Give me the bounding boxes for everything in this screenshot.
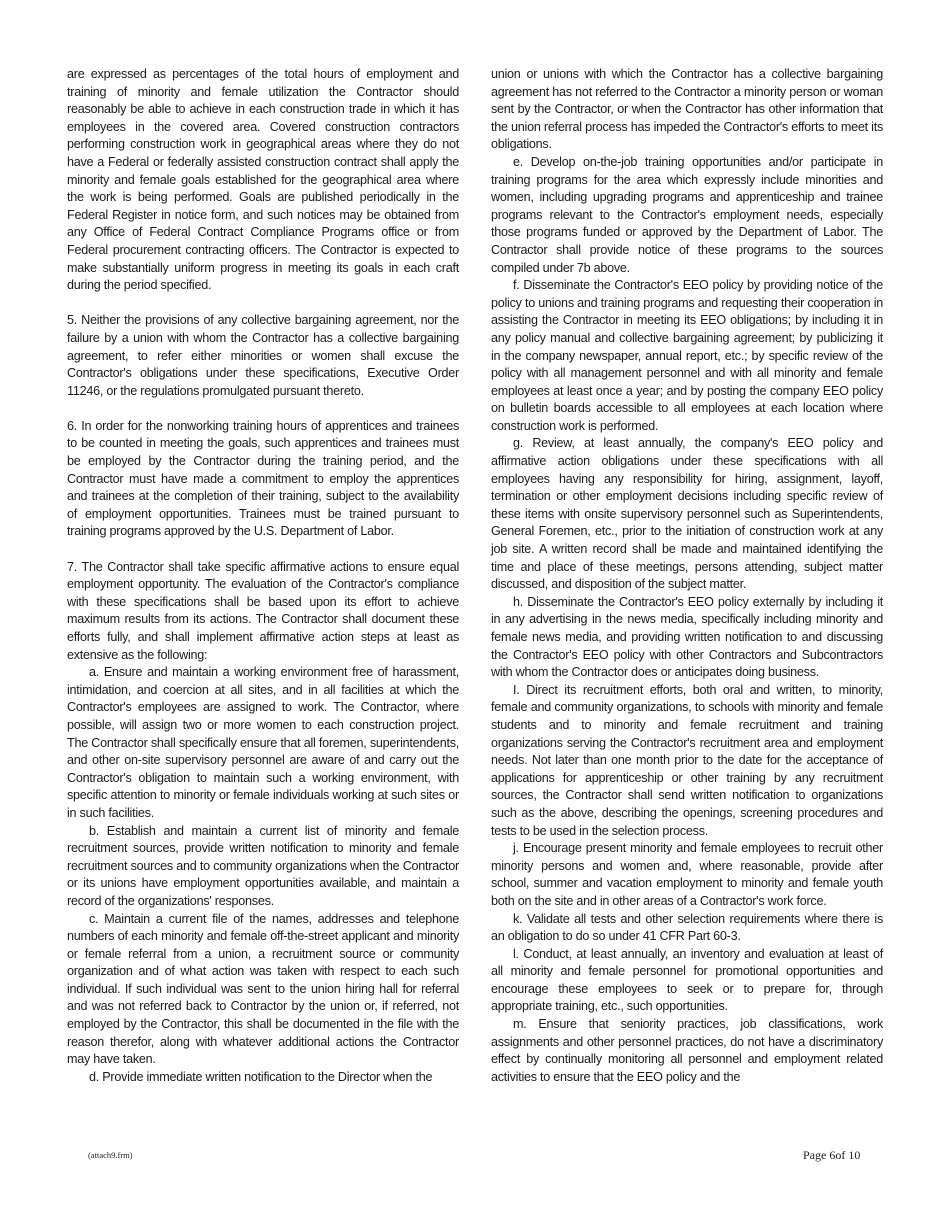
footer-page-number: Page 6of 10	[803, 1148, 861, 1162]
right-column	[491, 66, 883, 1086]
paragraph-7j: j. Encourage present minority and female employees to recruit other minority persons and women and, where reasonable, provide after school, summer and vacation employment to minority and female youth both on the site and in other areas of a Contractor's work force.	[491, 841, 883, 908]
paragraph-7i: I. Direct its recruitment efforts, both oral and written, to minority, female and community organizations, to schools with minority and female students and to minority and female recruitment and training organizations serving the Contractor's recruitment area and employment needs. Not later than one month prior to the date for the acceptance of applications for apprenticeship or other training by any recruitment sources, the Contractor shall send written notification to organizations such as the above, describing the openings, screening procedures and tests to be used in the selection process.	[491, 682, 883, 838]
paragraph-7c: c. Maintain a current file of the names, addresses and telephone numbers of each minority and female off-the-street applicant and minority or female referral from a union, a recruitment source or community organization and of what action was taken with respect to each such individual. If such individual was sent to the union hiring hall for referral and was not referred back to Contractor by the union or, if referred, not employed by the Contractor, this shall be documented in the file with the reason therefor, along with whatever additional actions the Contractor may have taken.	[67, 911, 459, 1067]
paragraph-7f: f. Disseminate the Contractor's EEO policy by providing notice of the policy to unions and training programs and requesting their cooperation in assisting the Contractor in meeting its EEO obligations; by including it in any policy manual and collective bargaining agreement; by publicizing it in the company newspaper, annual report, etc.; by specific review of the policy with all management personnel and with all minority and female employees at least once a year; and by posting the company EEO policy on bulletin boards accessible to all employees at each location where construction work is performed.	[491, 278, 883, 433]
paragraph-7k: k. Validate all tests and other selection requirements where there is an obligation to do so under 41 CFR Part 60-3.	[491, 911, 883, 944]
paragraph-7b: b. Establish and maintain a current list of minority and female recruitment sources, provide written notification to minority and female recruitment sources and to community organizations when the Contractor or its unions have employment opportunities available, and maintain a record of the organizations' responses.	[67, 823, 459, 908]
paragraph-6: 6. In order for the nonworking training hours of apprentices and trainees to be counted in meeting the goals, such apprentices and trainees must be employed by the Contractor during the training period, and the Contractor must have made a commitment to employ the apprentices and trainees at the completion of their training, subject to the availability of employment opportunities. Trainees must be trained pursuant to training programs approved by the U.S. Department of Labor.	[67, 418, 459, 539]
footer-file-name: (attach9.frm)	[88, 1150, 133, 1160]
left-column	[67, 66, 459, 1086]
paragraph-7e: e. Develop on-the-job training opportunities and/or participate in training programs for the area which expressly include minorities and women, including upgrading programs and apprenticeship and trainee programs relevant to the Contractor's employment needs, especially those programs funded or approved by the Department of Labor. The Contractor shall provide notice of these programs to the sources compiled under 7b above.	[491, 154, 883, 275]
paragraph-5: 5. Neither the provisions of any collective bargaining agreement, nor the failure by a union with whom the Contractor has a collective bargaining agreement, to refer either minorities or women shall excuse the Contractor's obligations under these specifications, Executive Order 11246, or the regulations promulgated pursuant thereto.	[67, 313, 459, 398]
paragraph-7d: d. Provide immediate written notification to the Director when the	[89, 1069, 433, 1084]
paragraph-7a: a. Ensure and maintain a working environment free of harassment, intimidation, and coercion at all sites, and in all facilities at which the Contractor's employees are assigned to work. The Contractor, where possible, will assign two or more women to each construction project. The Contractor shall specifically ensure that all foremen, superintendents, and other on-site supervisory personnel are aware of and carry out the Contractor's obligation to maintain such a working environment, with specific attention to minority or female individuals working at such sites or in such facilities.	[67, 665, 459, 820]
paragraph-7h: h. Disseminate the Contractor's EEO policy externally by including it in any advertising in the news media, specifically including minority and female news media, and providing written notification to and discussing the Contractor's EEO policy with other Contractors and Subcontractors with whom the Contractor does or anticipates doing business.	[491, 594, 883, 680]
paragraph-7m: m. Ensure that seniority practices, job classifications, work assignments and other personnel practices, do not have a discriminatory effect by continually monitoring all personnel and employment related activities to ensure that the EEO policy and the	[491, 1017, 883, 1084]
paragraph-7l: l. Conduct, at least annually, an inventory and evaluation at least of all minority and female personnel for promotional opportunities and encourage these employees to seek or to prepare for, through appropriate training, etc., such opportunities.	[491, 946, 883, 1014]
paragraph-7d-continued: union or unions with which the Contractor has a collective bargaining agreement has not referred to the Contractor a minority person or woman sent by the Contractor, or when the Contractor has other information that the union referral process has impeded the Contractor's efforts to meet its obligations.	[491, 67, 883, 152]
paragraph-7g: g. Review, at least annually, the company's EEO policy and affirmative action obligations under these specifications with all employees having any responsibility for hiring, assignment, layoff, termination or other employment decisions including specific review of these items with onsite supervisory personnel such as Superintendents, General Foremen, etc., prior to the initiation of construction work at any job site. A written record shall be made and maintained identifying the time and place of these meetings, persons attending, subject matter discussed, and disposition of the subject matter.	[491, 436, 883, 592]
paragraph-continued-goals: are expressed as percentages of the total hours of employment and training of minority and female utilization the Contractor should reasonably be able to achieve in each construction trade in which it has employees in the covered area. Covered construction contractors performing construction work in geographical areas where they do not have a Federal or federally assisted construction contract shall apply the minority and female goals established for the geographical area where the work is being performed. Goals are published periodically in the Federal Register in notice form, and such notices may be obtained from any Office of Federal Contract Compliance Programs office or from Federal procurement contracting officers. The Contractor is expected to make substantially uniform progress in meeting its goals in each craft during the period specified.	[67, 67, 459, 293]
paragraph-7: 7. The Contractor shall take specific affirmative actions to ensure equal employment opportunity. The evaluation of the Contractor's compliance with these specifications shall be based upon its effort to achieve maximum results from its actions. The Contractor shall document these efforts fully, and shall implement affirmative action steps at least as extensive as the following:	[67, 559, 459, 662]
